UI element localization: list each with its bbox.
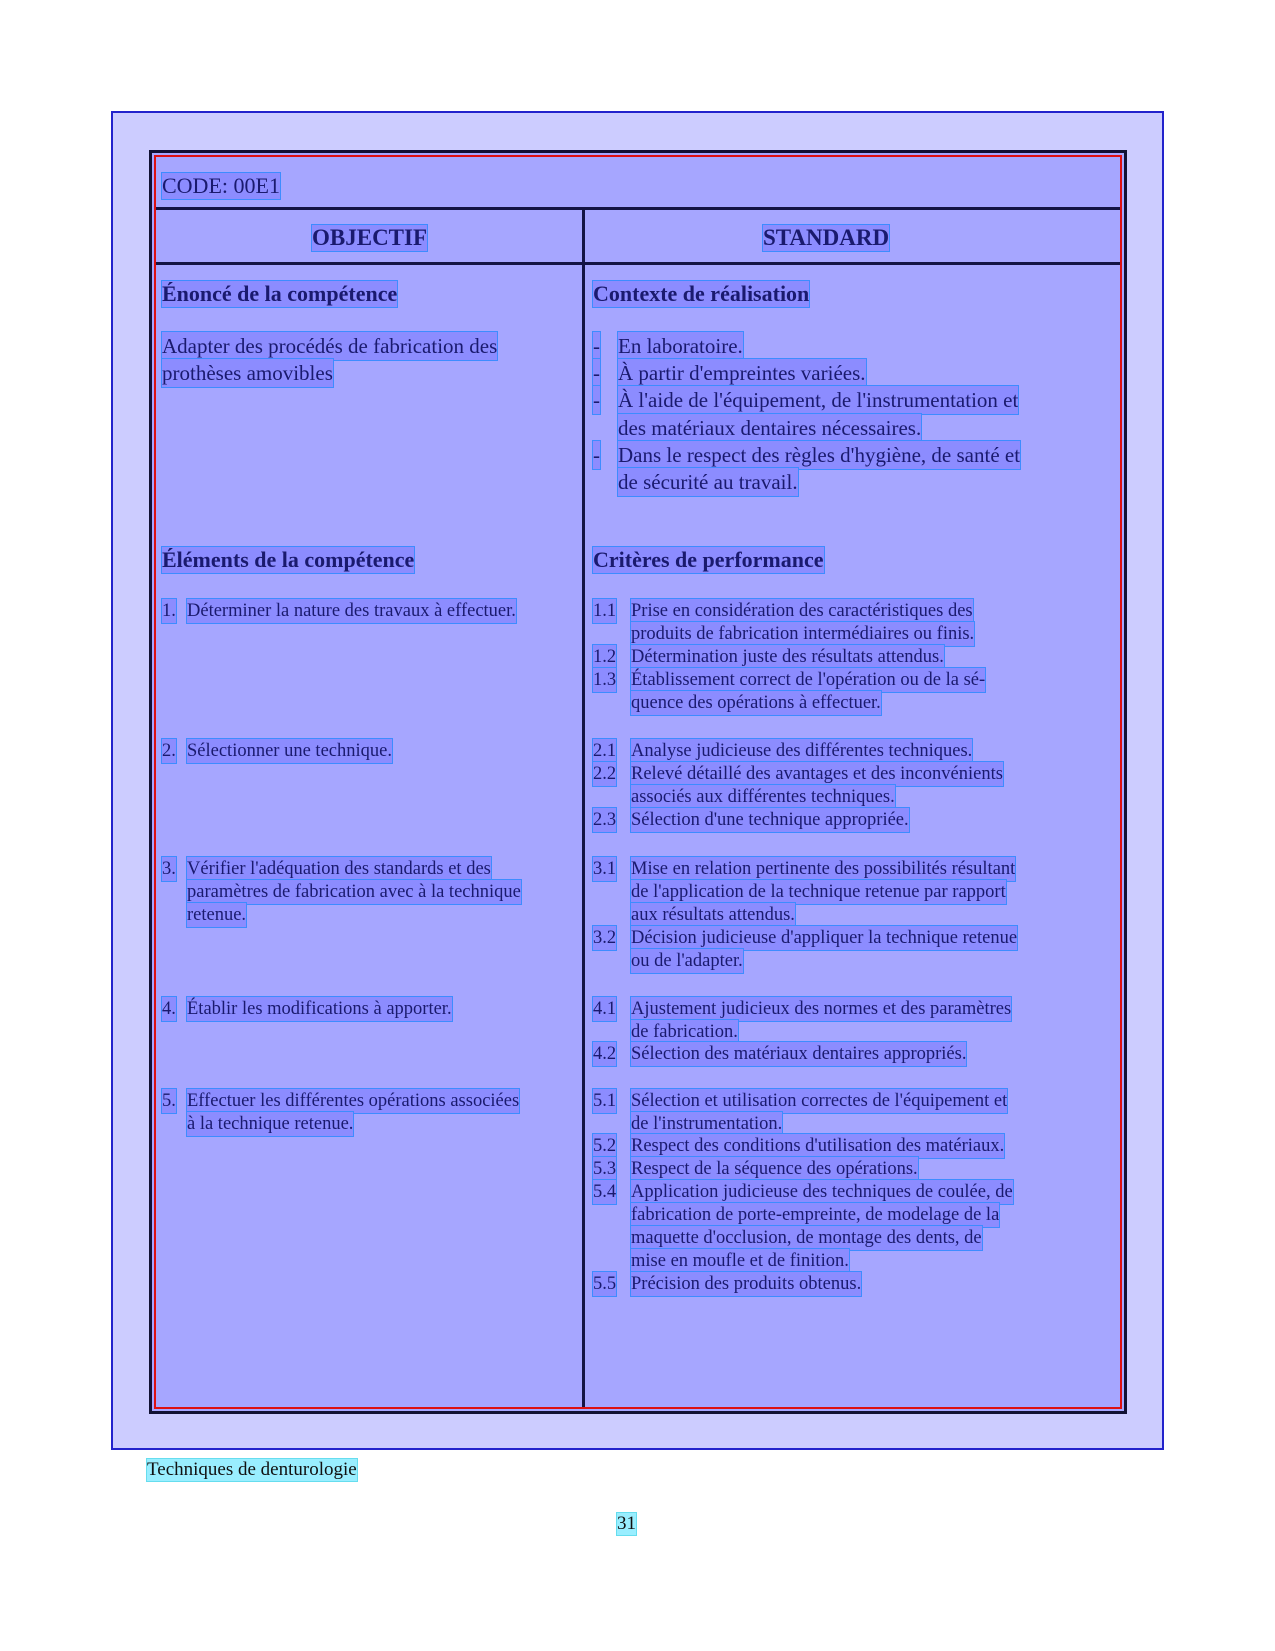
critere-number: 5.2 xyxy=(593,1136,617,1156)
element-number: 5. xyxy=(162,1091,176,1111)
critere-line: Mise en relation pertinente des possibilités résultant xyxy=(631,859,1016,879)
table-body xyxy=(154,155,1122,1409)
critere-number: 2.1 xyxy=(593,741,617,761)
critere-line: Prise en considération des caractéristiques des xyxy=(631,601,973,621)
critere-line: de fabrication. xyxy=(631,1022,738,1042)
critere-line: aux résultats attendus. xyxy=(631,905,795,925)
critere-line: Sélection et utilisation correctes de l'équipement et xyxy=(631,1091,1008,1111)
critere-number: 1.1 xyxy=(593,601,617,621)
critere-line: Application judicieuse des techniques de coulée, de xyxy=(631,1182,1013,1202)
critere-line: Détermination juste des résultats attendus. xyxy=(631,647,944,667)
critere-number: 2.3 xyxy=(593,810,617,830)
critere-line: fabrication de porte-empreinte, de modelage de la xyxy=(631,1205,1000,1225)
contexte-title: Contexte de réalisation xyxy=(593,281,810,306)
critere-line: Relevé détaillé des avantages et des inconvénients xyxy=(631,764,1003,784)
critere-line: Sélection d'une technique appropriée. xyxy=(631,810,909,830)
contexte-item-line: de sécurité au travail. xyxy=(618,470,798,494)
critere-line: produits de fabrication intermédiaires ou finis. xyxy=(631,624,975,644)
header-standard: STANDARD xyxy=(763,225,890,250)
header-objectif: OBJECTIF xyxy=(312,225,428,250)
critere-number: 5.5 xyxy=(593,1274,617,1294)
critere-line: Analyse judicieuse des différentes techniques. xyxy=(631,741,973,761)
critere-line: de l'application de la technique retenue par rapport xyxy=(631,882,1006,902)
page-number: 31 xyxy=(617,1513,636,1534)
critere-line: Établissement correct de l'opération ou de la sé- xyxy=(631,670,986,690)
enonce-line: Adapter des procédés de fabrication des xyxy=(162,334,498,358)
footer-program: Techniques de denturologie xyxy=(147,1459,357,1480)
critere-line: quence des opérations à effectuer. xyxy=(631,693,881,713)
critere-number: 2.2 xyxy=(593,764,617,784)
header-divider xyxy=(156,262,1120,265)
element-line: Vérifier l'adéquation des standards et des xyxy=(187,859,491,879)
critere-line: Ajustement judicieux des normes et des paramètres xyxy=(631,999,1012,1019)
critere-number: 5.3 xyxy=(593,1159,617,1179)
critere-line: Respect de la séquence des opérations. xyxy=(631,1159,918,1179)
critere-number: 3.1 xyxy=(593,859,617,879)
element-line: à la technique retenue. xyxy=(187,1114,354,1134)
critere-number: 3.2 xyxy=(593,928,617,948)
contexte-bullet: - xyxy=(593,443,600,467)
critere-number: 1.2 xyxy=(593,647,617,667)
critere-line: ou de l'adapter. xyxy=(631,951,743,971)
element-number: 2. xyxy=(162,741,176,761)
contexte-item-line: Dans le respect des règles d'hygiène, de santé et xyxy=(618,443,1021,467)
critere-number: 4.1 xyxy=(593,999,617,1019)
enonce-line: prothèses amovibles xyxy=(162,361,333,385)
critere-line: maquette d'occlusion, de montage des dents, de xyxy=(631,1228,982,1248)
contexte-bullet: - xyxy=(593,361,600,385)
critere-number: 5.4 xyxy=(593,1182,617,1202)
element-number: 1. xyxy=(162,601,176,621)
element-line: Effectuer les différentes opérations associées xyxy=(187,1091,520,1111)
enonce-title: Énoncé de la compétence xyxy=(162,281,398,306)
element-line: Établir les modifications à apporter. xyxy=(187,999,452,1019)
element-number: 4. xyxy=(162,999,176,1019)
code-divider xyxy=(156,207,1120,210)
contexte-item-line: des matériaux dentaires nécessaires. xyxy=(618,416,922,440)
competency-table xyxy=(149,150,1127,1414)
critere-number: 5.1 xyxy=(593,1091,617,1111)
element-line: Déterminer la nature des travaux à effectuer. xyxy=(187,601,516,621)
element-line: retenue. xyxy=(187,905,247,925)
contexte-item-line: À l'aide de l'équipement, de l'instrumentation et xyxy=(618,388,1019,412)
critere-line: de l'instrumentation. xyxy=(631,1114,783,1134)
element-line: Sélectionner une technique. xyxy=(187,741,392,761)
elements-title: Éléments de la compétence xyxy=(162,547,415,572)
critere-line: Respect des conditions d'utilisation des matériaux. xyxy=(631,1136,1005,1156)
critere-line: Décision judicieuse d'appliquer la technique retenue xyxy=(631,928,1018,948)
criteres-title: Critères de performance xyxy=(593,547,824,572)
contexte-bullet: - xyxy=(593,334,600,358)
code-label: CODE: 00E1 xyxy=(162,173,280,198)
element-number: 3. xyxy=(162,859,176,879)
column-divider xyxy=(582,207,585,1407)
critere-line: associés aux différentes techniques. xyxy=(631,787,895,807)
critere-number: 1.3 xyxy=(593,670,617,690)
element-line: paramètres de fabrication avec à la technique xyxy=(187,882,521,902)
critere-line: Sélection des matériaux dentaires appropriés. xyxy=(631,1044,967,1064)
contexte-bullet: - xyxy=(593,388,600,412)
contexte-item-line: À partir d'empreintes variées. xyxy=(618,361,866,385)
critere-line: mise en moufle et de finition. xyxy=(631,1251,849,1271)
critere-number: 4.2 xyxy=(593,1044,617,1064)
critere-line: Précision des produits obtenus. xyxy=(631,1274,862,1294)
contexte-item-line: En laboratoire. xyxy=(618,334,743,358)
